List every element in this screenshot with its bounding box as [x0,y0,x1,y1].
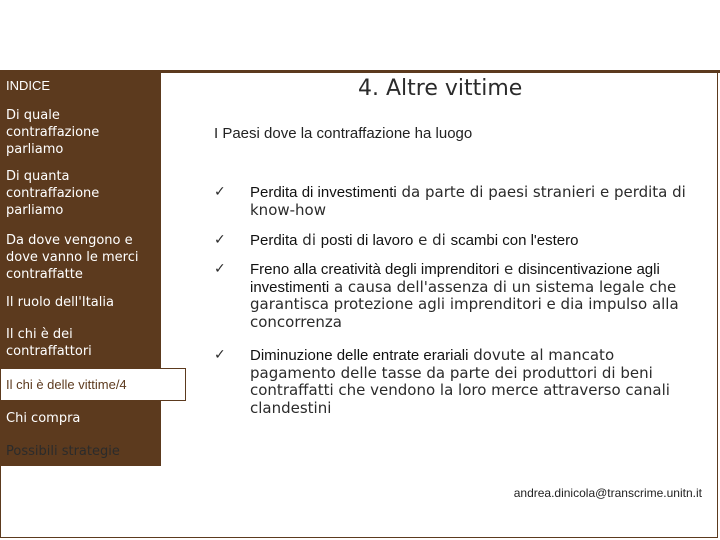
sidebar-item-da-dove[interactable]: Da dove vengono e dove vanno le merci contraffatte [6,233,139,282]
sidebar-item-ruolo-italia[interactable]: Il ruolo dell'Italia [6,295,114,310]
checkmark-icon: ✓ [214,184,226,200]
page-title: 4. Altre vittime [358,76,523,101]
bullet-text: Freno alla creatività degli imprenditori e disincentivazione agli investimenti a causa dell'assenza di un sistema legale che garantisca protezione agli imprenditori e dia impulso alla concorrenza [250,260,679,331]
sidebar-heading: INDICE [6,78,51,93]
footer-email[interactable]: andrea.dinicola@transcrime.unitn.it [513,486,702,500]
sidebar-item-chi-compra[interactable]: Chi compra [6,411,81,426]
sidebar-item-strategie[interactable]: Possibili strategie [6,444,120,459]
sidebar-item-contraffattori[interactable]: Il chi è dei contraffattori [6,327,92,359]
bullet-text: Perdita di investimenti da parte di paesi stranieri e perdita di know-how [250,183,686,219]
bullet-text: Diminuzione delle entrate erariali dovute al mancato pagamento delle tasse da parte dei produttori di beni contraffatti che vendono la loro merce attraverso canali clandestini [250,346,670,417]
sidebar-item-vittime-active[interactable]: Il chi è delle vittime/4 [0,368,186,401]
checkmark-icon: ✓ [214,232,226,248]
checkmark-icon: ✓ [214,347,226,363]
section-subtitle: I Paesi dove la contraffazione ha luogo [214,125,473,142]
bullet-text: Perdita di posti di lavoro e di scambi con l'estero [250,231,579,249]
sidebar-item-di-quanta[interactable]: Di quanta contraffazione parliamo [6,169,100,218]
checkmark-icon: ✓ [214,261,226,277]
sidebar-item-di-quale[interactable]: Di quale contraffazione parliamo [6,108,100,157]
